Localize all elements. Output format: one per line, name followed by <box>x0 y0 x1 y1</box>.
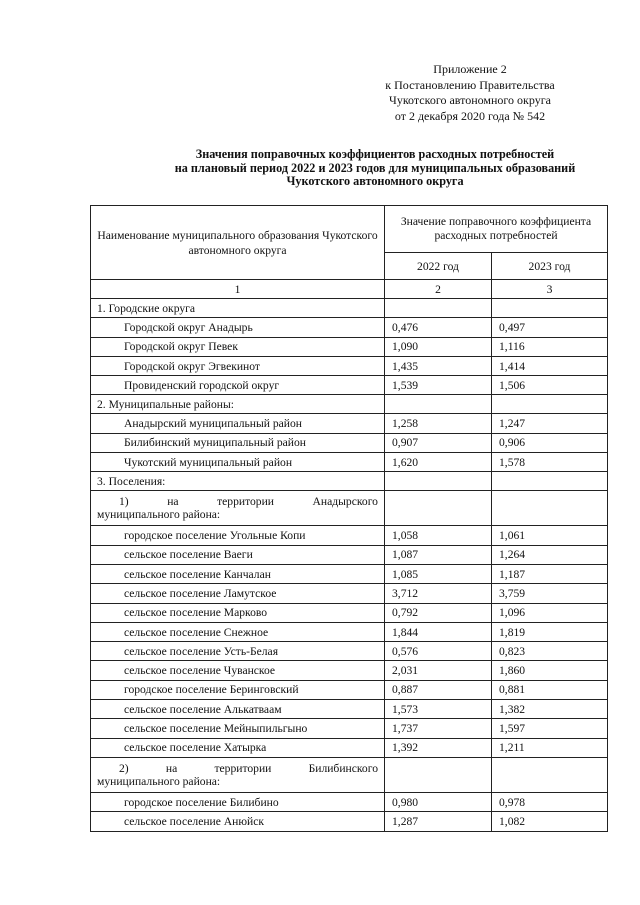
table-row <box>91 719 608 738</box>
value-2022: 1,737 <box>385 719 492 738</box>
value-2023: 1,061 <box>492 526 608 545</box>
row-name: сельское поселение Снежное <box>91 622 385 641</box>
row-name: сельское поселение Канчалан <box>91 564 385 583</box>
section-heading: 2. Муниципальные районы: <box>91 395 385 414</box>
table-row <box>91 584 608 603</box>
table-row <box>91 526 608 545</box>
row-name: сельское поселение Ваеги <box>91 545 385 564</box>
empty-cell <box>385 472 492 491</box>
table-row <box>91 738 608 757</box>
appendix-line: к Постановлению Правительства <box>385 77 555 92</box>
value-2022: 1,620 <box>385 453 492 472</box>
appendix-block <box>360 62 580 124</box>
row-name: сельское поселение Марково <box>91 603 385 622</box>
value-2023: 0,497 <box>492 318 608 337</box>
row-name: Городской округ Анадырь <box>91 318 385 337</box>
subsection-word: 1) <box>119 495 129 509</box>
subsection-word: муниципального района: <box>97 774 221 788</box>
table-row <box>91 564 608 583</box>
subsection-word: территории <box>217 495 274 509</box>
empty-cell <box>492 395 608 414</box>
value-2022: 1,090 <box>385 337 492 356</box>
table-row <box>91 792 608 811</box>
table-row <box>91 642 608 661</box>
value-2022: 0,576 <box>385 642 492 661</box>
value-2022: 1,844 <box>385 622 492 641</box>
value-2022: 1,539 <box>385 376 492 395</box>
value-2023: 0,823 <box>492 642 608 661</box>
row-name: Чукотский муниципальный район <box>91 453 385 472</box>
section-heading: 1. Городские округа <box>91 299 385 318</box>
empty-cell <box>385 395 492 414</box>
row-name: сельское поселение Мейныпильгыно <box>91 719 385 738</box>
title-line: на плановый период 2022 и 2023 годов для муниципальных образований <box>174 160 576 175</box>
table-row <box>91 414 608 433</box>
table-row <box>91 356 608 375</box>
row-name: городское поселение Билибино <box>91 792 385 811</box>
value-2023: 1,116 <box>492 337 608 356</box>
header-year-2022: 2022 год <box>385 253 492 280</box>
row-name: сельское поселение Ламутское <box>91 584 385 603</box>
row-name: Билибинский муниципальный район <box>91 433 385 452</box>
title-line: Чукотского автономного округа <box>286 174 464 188</box>
value-2022: 0,476 <box>385 318 492 337</box>
subsection-word: Анадырского <box>312 495 378 509</box>
column-number: 2 <box>385 280 492 299</box>
empty-cell <box>492 472 608 491</box>
row-name: сельское поселение Хатырка <box>91 738 385 757</box>
empty-cell <box>492 757 608 792</box>
value-2022: 1,287 <box>385 812 492 831</box>
subsection-word: на <box>167 495 179 509</box>
value-2023: 1,187 <box>492 564 608 583</box>
table-row <box>91 453 608 472</box>
value-2023: 1,597 <box>492 719 608 738</box>
value-2023: 1,264 <box>492 545 608 564</box>
value-2022: 2,031 <box>385 661 492 680</box>
title-line: Значения поправочных коэффициентов расходных потребностей <box>195 147 555 161</box>
empty-cell <box>492 491 608 526</box>
row-name: сельское поселение Алькатваам <box>91 700 385 719</box>
value-2023: 0,978 <box>492 792 608 811</box>
table-row <box>91 337 608 356</box>
value-2023: 1,247 <box>492 414 608 433</box>
value-2023: 1,211 <box>492 738 608 757</box>
table-row <box>91 661 608 680</box>
value-2022: 1,085 <box>385 564 492 583</box>
table-row <box>91 433 608 452</box>
value-2023: 1,819 <box>492 622 608 641</box>
appendix-line: Приложение 2 <box>433 62 507 76</box>
value-2022: 0,887 <box>385 680 492 699</box>
row-name: Провиденский городской округ <box>91 376 385 395</box>
value-2023: 1,096 <box>492 603 608 622</box>
row-name: Городской округ Эгвекинот <box>91 356 385 375</box>
header-name-cell: Наименование муниципального образования Чукотского автономного округа <box>91 206 385 280</box>
value-2023: 1,506 <box>492 376 608 395</box>
appendix-line: Чукотского автономного округа <box>389 93 551 107</box>
empty-cell <box>385 757 492 792</box>
value-2023: 0,881 <box>492 680 608 699</box>
row-name: Городской округ Певек <box>91 337 385 356</box>
table-row <box>91 376 608 395</box>
value-2022: 3,712 <box>385 584 492 603</box>
header-year-2023: 2023 год <box>492 253 608 280</box>
value-2023: 3,759 <box>492 584 608 603</box>
table-row <box>91 545 608 564</box>
header-value-cell: Значение поправочного коэффициента расходных потребностей <box>385 206 608 253</box>
empty-cell <box>492 299 608 318</box>
subsection-word: 2) <box>119 761 129 775</box>
row-name: городское поселение Угольные Копи <box>91 526 385 545</box>
subsection-word: Билибинского <box>308 761 378 775</box>
row-name: сельское поселение Усть-Белая <box>91 642 385 661</box>
value-2022: 0,980 <box>385 792 492 811</box>
value-2023: 0,906 <box>492 433 608 452</box>
subsection-heading <box>91 757 385 792</box>
row-name: сельское поселение Анюйск <box>91 812 385 831</box>
value-2022: 0,907 <box>385 433 492 452</box>
column-number: 1 <box>91 280 385 299</box>
empty-cell <box>385 491 492 526</box>
subsection-heading <box>91 491 385 526</box>
value-2022: 0,792 <box>385 603 492 622</box>
empty-cell <box>385 299 492 318</box>
table-row <box>91 680 608 699</box>
value-2022: 1,392 <box>385 738 492 757</box>
appendix-line: от 2 декабря 2020 года № 542 <box>394 108 546 123</box>
table-row <box>91 622 608 641</box>
value-2023: 1,860 <box>492 661 608 680</box>
table-row <box>91 812 608 831</box>
coefficients-table <box>90 205 608 832</box>
subsection-word: территории <box>214 761 272 775</box>
row-name: Анадырский муниципальный район <box>91 414 385 433</box>
row-name: городское поселение Беринговский <box>91 680 385 699</box>
value-2023: 1,578 <box>492 453 608 472</box>
value-2022: 1,573 <box>385 700 492 719</box>
document-title <box>95 148 640 189</box>
subsection-word: на <box>165 761 178 775</box>
table-row <box>91 700 608 719</box>
value-2023: 1,082 <box>492 812 608 831</box>
value-2023: 1,382 <box>492 700 608 719</box>
column-number: 3 <box>492 280 608 299</box>
value-2023: 1,414 <box>492 356 608 375</box>
value-2022: 1,058 <box>385 526 492 545</box>
table-row <box>91 603 608 622</box>
section-heading: 3. Поселения: <box>91 472 385 491</box>
subsection-word: муниципального района: <box>97 508 221 522</box>
value-2022: 1,258 <box>385 414 492 433</box>
value-2022: 1,435 <box>385 356 492 375</box>
value-2022: 1,087 <box>385 545 492 564</box>
table-row <box>91 318 608 337</box>
row-name: сельское поселение Чуванское <box>91 661 385 680</box>
